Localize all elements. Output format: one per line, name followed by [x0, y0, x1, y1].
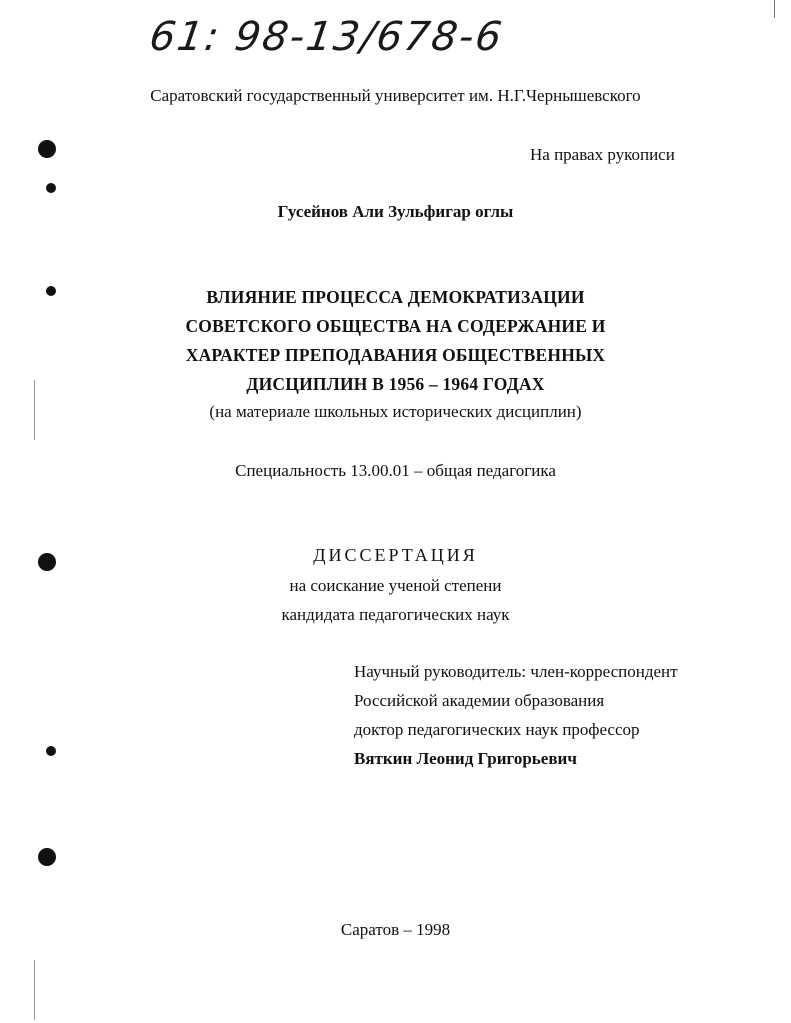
- specialty: Специальность 13.00.01 – общая педагогика: [235, 461, 556, 480]
- title-line-2: СОВЕТСКОГО ОБЩЕСТВА НА СОДЕРЖАНИЕ И: [185, 316, 606, 336]
- manuscript-rights-label: На правах рукописи: [530, 145, 675, 164]
- university-name: Саратовский государственный университет им. Н.Г.Чернышевского: [150, 86, 641, 105]
- binding-hole-1: [38, 140, 56, 158]
- advisor-line-3: доктор педагогических наук профессор: [354, 720, 640, 739]
- right-edge-line: [774, 0, 775, 18]
- degree-line-1: на соискание ученой степени: [289, 576, 502, 595]
- binding-mark-1: [46, 183, 56, 193]
- title-subtitle: (на материале школьных исторических дисциплин): [209, 402, 582, 421]
- binding-hole-3: [38, 848, 56, 866]
- left-edge-line-2: [34, 960, 35, 1020]
- work-type: ДИССЕРТАЦИЯ: [313, 545, 478, 565]
- title-line-3: ХАРАКТЕР ПРЕПОДАВАНИЯ ОБЩЕСТВЕННЫХ: [185, 345, 606, 365]
- author-name: Гусейнов Али Зульфигар оглы: [277, 202, 514, 221]
- archive-number-handwritten: 61: 98-13/678-6: [146, 14, 507, 60]
- title-line-1: ВЛИЯНИЕ ПРОЦЕССА ДЕМОКРАТИЗАЦИИ: [206, 287, 585, 307]
- advisor-name: Вяткин Леонид Григорьевич: [354, 749, 577, 768]
- binding-mark-3: [46, 746, 56, 756]
- advisor-line-1: Научный руководитель: член-корреспондент: [354, 662, 678, 681]
- city-year: Саратов – 1998: [340, 920, 451, 939]
- advisor-line-2: Российской академии образования: [354, 691, 605, 710]
- title-line-4: ДИСЦИПЛИН В 1956 – 1964 ГОДАХ: [246, 374, 545, 394]
- degree-line-2: кандидата педагогических наук: [281, 605, 510, 624]
